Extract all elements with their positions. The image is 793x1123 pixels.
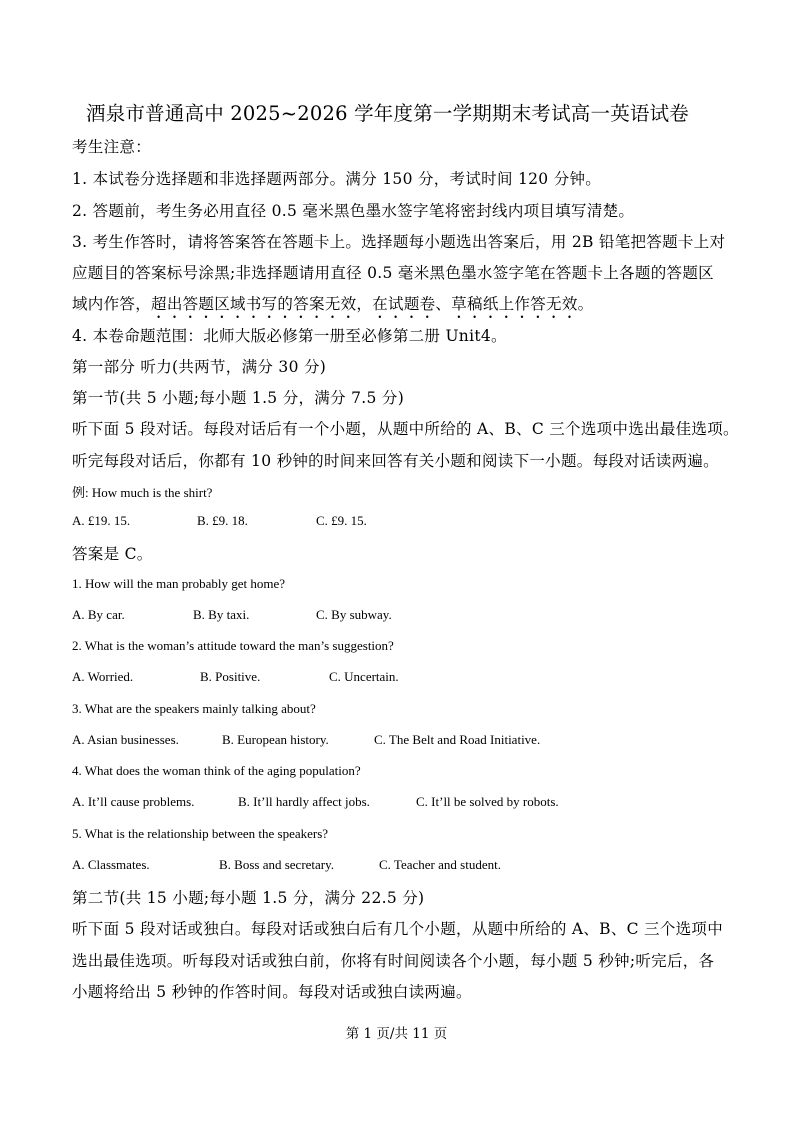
emphasized-warning: 超出答题区域书写的答案无效，在试题卷、草稿纸上作答无效 [151, 295, 578, 313]
question-4-option-c: C. It’ll be solved by robots. [416, 794, 559, 809]
question-5-option-a: A. Classmates. [72, 857, 150, 872]
example-option-b: B. £9. 18. [197, 513, 248, 528]
question-1-option-b: B. By taxi. [193, 607, 250, 622]
notice-item-3-line-2: 应题目的答案标号涂黑;非选择题请用直径 0.5 毫米黑色墨水签字笔在答题卡上各题的答题区 [72, 264, 714, 282]
section1-heading: 第一节(共 5 小题;每小题 1.5 分，满分 7.5 分) [72, 389, 405, 407]
question-5-option-b: B. Boss and secretary. [219, 857, 335, 872]
notice-heading: 考生注意： [72, 138, 152, 156]
section1-instruction-2: 听完每段对话后，你都有 10 秒钟的时间来回答有关小题和阅读下一小题。每段对话读两遍。 [72, 452, 719, 470]
question-2: 2. What is the woman’s attitude toward the man’s suggestion? [72, 638, 394, 653]
question-1: 1. How will the man probably get home? [72, 576, 286, 591]
notice-item-4: 4. 本卷命题范围：北师大版必修第一册至必修第二册 Unit4。 [72, 327, 507, 345]
notice-item-3-line-3-end: 。 [577, 295, 594, 313]
notice-item-3-line-3-start: 域内作答， [72, 295, 152, 313]
notice-item-3-line-1: 3. 考生作答时，请将答案答在答题卡上。选择题每小题选出答案后，用 2B 铅笔把答题卡上对 [72, 233, 726, 251]
example-option-c: C. £9. 15. [316, 513, 367, 528]
section2-heading: 第二节(共 15 小题;每小题 1.5 分，满分 22.5 分) [72, 889, 425, 907]
example-answer: 答案是 C。 [72, 545, 153, 563]
question-2-option-c: C. Uncertain. [329, 669, 399, 684]
question-4: 4. What does the woman think of the aging population? [72, 763, 361, 778]
question-4-option-a: A. It’ll cause problems. [72, 794, 195, 809]
question-3-option-b: B. European history. [222, 732, 329, 747]
section2-instruction-3: 小题将给出 5 秒钟的作答时间。每段对话或独白读两遍。 [72, 983, 472, 1001]
section1-instruction-1: 听下面 5 段对话。每段对话后有一个小题，从题中所给的 A、B、C 三个选项中选出最佳选项。 [72, 420, 739, 438]
question-2-option-a: A. Worried. [72, 669, 134, 684]
example-option-a: A. £19. 15. [72, 513, 131, 528]
part1-heading: 第一部分 听力(共两节，满分 30 分) [72, 358, 327, 376]
question-1-option-c: C. By subway. [316, 607, 392, 622]
question-2-option-b: B. Positive. [200, 669, 261, 684]
section2-instruction-1: 听下面 5 段对话或独白。每段对话或独白后有几个小题，从题中所给的 A、B、C 三个选项中 [72, 920, 724, 938]
question-5: 5. What is the relationship between the speakers? [72, 826, 329, 841]
question-5-option-c: C. Teacher and student. [379, 857, 501, 872]
question-3-option-c: C. The Belt and Road Initiative. [374, 732, 541, 747]
example-question: 例: How much is the shirt? [72, 485, 213, 500]
section2-instruction-2: 选出最佳选项。听每段对话或独白前，你将有时间阅读各个小题，每小题 5 秒钟;听完后，各 [72, 952, 715, 970]
notice-item-3-line-3 [72, 292, 593, 322]
question-3: 3. What are the speakers mainly talking about? [72, 701, 316, 716]
notice-item-1: 1. 本试卷分选择题和非选择题两部分。满分 150 分，考试时间 120 分钟。 [72, 170, 602, 188]
question-3-option-a: A. Asian businesses. [72, 732, 179, 747]
question-1-option-a: A. By car. [72, 607, 125, 622]
question-4-option-b: B. It’ll hardly affect jobs. [238, 794, 370, 809]
exam-title: 酒泉市普通高中 2025~2026 学年度第一学期期末考试高一英语试卷 [86, 102, 689, 125]
page-footer: 第 1 页/共 11 页 [345, 1026, 448, 1042]
notice-item-2: 2. 答题前，考生务必用直径 0.5 毫米黑色墨水签字笔将密封线内项目填写清楚。 [72, 202, 635, 220]
